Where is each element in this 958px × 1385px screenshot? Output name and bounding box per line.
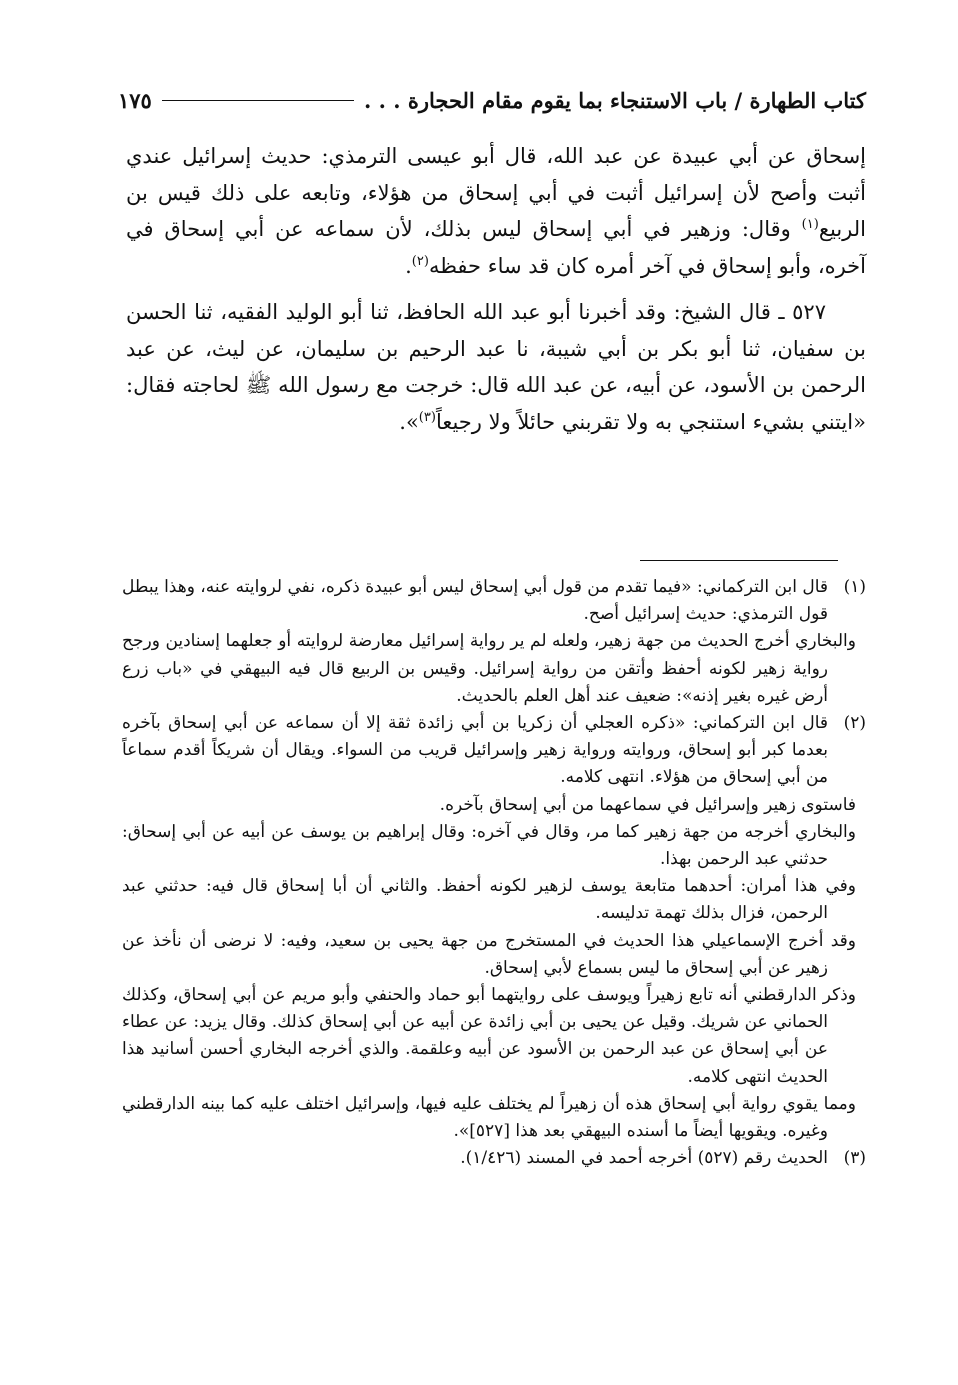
footnote-number: (٣): [843, 1148, 866, 1169]
main-text: [126, 138, 866, 450]
footnote-2-continuation: فاستوى زهير وإسرائيل في سماعهما من أبي إسحاق بآخره.: [439, 794, 856, 815]
page-number: ١٧٥: [118, 87, 152, 113]
footnote-2-continuation: وقد أخرج الإسماعيلي هذا الحديث في المستخرج من جهة يحيى بن سعيد، وفيه: لا نرضى أن نأخذ عن زهير عن أبي إسحاق ما ليس بسماع لأبي إسحاق.: [122, 930, 856, 978]
footnote-ref-1: (١): [801, 217, 819, 232]
paragraph-text: وقال: وزهير في أبي إسحاق ليس بذلك، لأن سماعه عن أبي إسحاق في آخره، وأبو إسحاق في آخر أمره كان قد ساء حفظه: [126, 217, 866, 278]
footnote-text: قال ابن التركماني: «فيما تقدم من قول أبي إسحاق ليس أبو عبيدة ذكره، نفي لروايته عنه، وهذا يبطل قول الترمذي: حديث إسرائيل أصح.: [122, 577, 828, 625]
paragraph-text: إسحاق عن أبي عبيدة عن عبد الله، قال أبو عيسى الترمذي: حديث إسرائيل عندي أثبت وأصح لأن إسرائيل أثبت في أبي إسحاق من هؤلاء، وتابعه على ذلك قيس بن الربيع: [126, 144, 866, 241]
footnote-2-continuation: وفي هذا أمران: أحدهما متابعة يوسف لزهير لكونه أحفظ. والثاني أن أبا إسحاق قال فيه: حدثني عبد الرحمن، فزال بذلك تهمة تدليسه.: [122, 876, 856, 924]
paragraph-end: ».: [399, 409, 419, 434]
footnote-ref-3: (٣): [418, 409, 436, 425]
footnote-number: (٢): [843, 713, 866, 734]
header-rule: [162, 100, 354, 101]
paragraph-end: .: [405, 253, 412, 278]
main-paragraph-2: [126, 294, 866, 440]
footnote-1: [122, 574, 866, 628]
footnote-separator: [640, 560, 838, 561]
hadith-text: ٥٢٧ ـ قال الشيخ: وقد أخبرنا أبو عبد الله الحافظ، ثنا أبو الوليد الفقيه، ثنا الحسن بن سفيان، ثنا أبو بكر بن أبي شيبة، نا عبد الرحيم بن سليمان، عن ليث، عن عبد الرحمن بن الأسود، عن أبيه، عن عبد الله قال: خرجت مع رسول الله ﷺ لحاجته فقال: «ايتني بشيء استنجي به ولا تقربني حائلاً ولا رجيعاً: [126, 300, 866, 434]
footnote-2-continuation: والبخاري أخرجه من جهة زهير كما مر، وقال في آخره: وقال إبراهيم بن يوسف عن أبيه عن أبي إسحاق: حدثني عبد الرحمن بهذا.: [122, 821, 856, 870]
running-header: [118, 82, 866, 118]
footnote-3: [122, 1145, 866, 1172]
footnote-number: (١): [843, 577, 866, 597]
footnote-2: [122, 710, 866, 792]
footnote-ref-2: (٢): [411, 253, 429, 269]
footnote-text: الحديث رقم (٥٢٧) أخرجه أحمد في المسند (١/٤٢٦).: [460, 1148, 828, 1169]
footnote-2-continuation: ومما يقوي رواية أبي إسحاق هذه أن زهيراً لم يختلف عليه فيها، وإسرائيل اختلف عليه كما بينه الدارقطني وغيره. ويقويها أيضاً ما أسنده البيهقي بعد هذا [٥٢٧]».: [122, 1093, 856, 1142]
footnote-2-continuation: وذكر الدارقطني أنه تابع زهيراً ويوسف على روايتهما أبو حماد والحنفي وأبو مريم عن أبي إسحاق، وكذلك الحماني عن شريك. وقيل عن يحيى بن أبي زائدة عن أبيه عن أبي إسحاق كذلك. وقال يزيد: عن عطاء عن أبي إسحاق عن عبد الرحمن بن الأسود عن أبيه وعلقمة. والذي أخرجه البخاري أحسن أسانيد هذا الحديث انتهى كلامه.: [122, 985, 856, 1087]
footnote-1-continuation: والبخاري أخرج الحديث من جهة زهير، ولعله لم ير رواية إسرائيل معارضة لروايته أو جعلهما إسنادين ورجح رواية زهير لكونه أحفظ وأتقن من رواية إسرائيل. وقيس بن الربيع قال فيه البيهقي في «باب زرع أرض غيره بغير إذنه»: ضعيف عند أهل العلم بالحديث.: [122, 631, 856, 706]
main-paragraph-1: [126, 138, 866, 284]
header-title: كتاب الطهارة / باب الاستنجاء بما يقوم مقام الحجارة . . .: [364, 87, 866, 113]
footnote-text: قال ابن التركماني: «ذكره العجلي أن زكريا بن أبي زائدة ثقة إلا أن سماعه عن أبي إسحاق بآخره بعدما كبر أبو إسحاق، وروايته ورواية زهير وإسرائيل قريب من السواء. ويقال أن شريكاً أقدم سماعاً من أبي إسحاق من هؤلاء. انتهى كلامه.: [122, 713, 828, 788]
footnotes: [122, 574, 866, 1172]
